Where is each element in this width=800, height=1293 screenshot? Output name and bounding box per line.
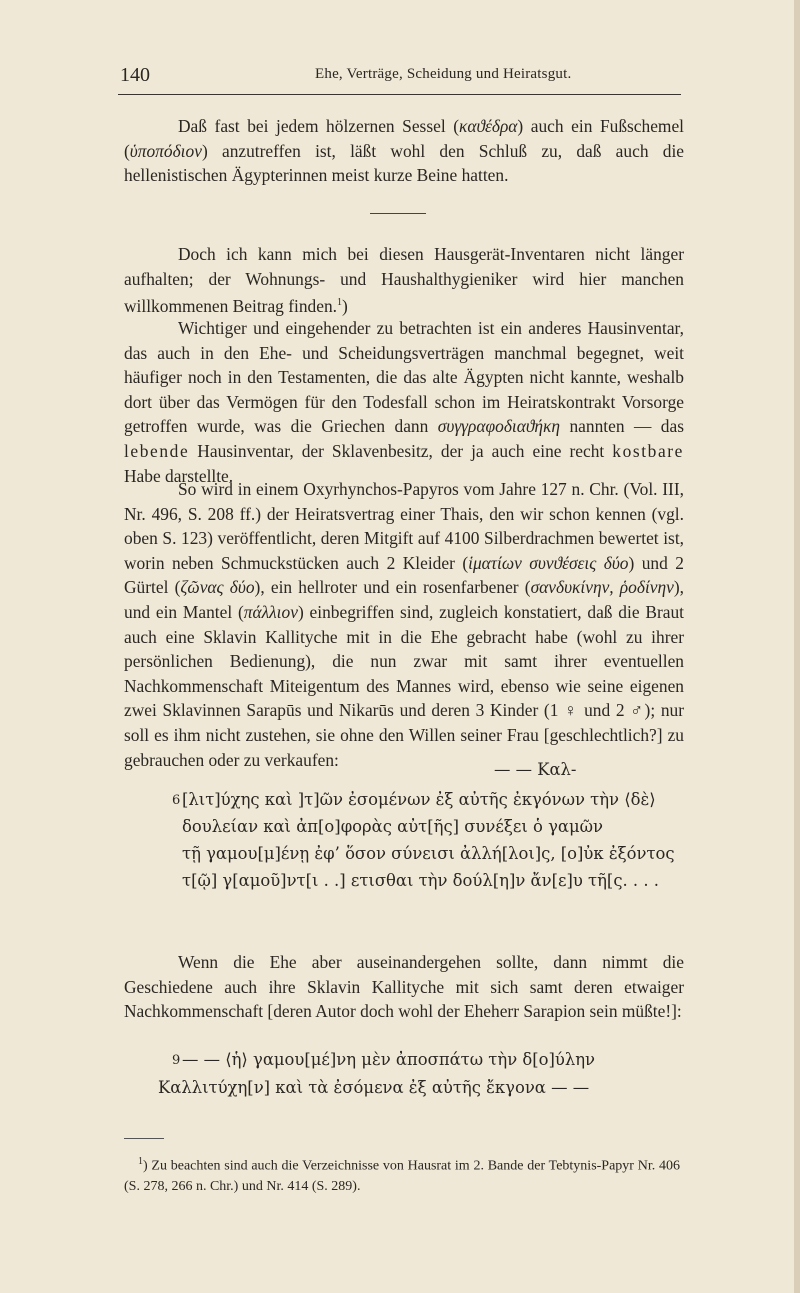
greek-term: ἱματίων συνϑέσεις δύο [468,552,629,573]
text-run: ), und ein Mantel ( [124,577,684,622]
greek-term: ζῶνας δύο [180,577,255,598]
text-run: Habe darstellte. [124,465,234,486]
running-title: Ehe, Verträge, Scheidung und Heiratsgut. [315,66,572,82]
text-run: Doch ich kann mich bei diesen Hausgerät-Inventaren nicht länger aufhalten; der Wohnungs- und Haushalthygieniker wird hier manchen willkommenen Beitrag finden. [124,244,684,316]
footnote-rule [124,1138,164,1139]
line-number: 9 [172,1053,181,1068]
greek-term: ὑποπόδιον [129,140,202,161]
greek-line: — — ⟨ἡ⟩ γαμου[μέ]νη μὲν ἀποσπάτω τὴν δ[ο]ύλην [182,1050,596,1069]
greek-line: [λιτ]ύχης καὶ ]τ]ῶν ἐσομένων ἐξ αὐτῆς ἐκγόνων τὴν ⟨δὲ⟩ [182,790,656,809]
line-number: 6 [172,793,181,808]
text-run: So wird in einem Oxyrhynchos-Papyros vom Jahre 127 n. Chr. (Vol. III, Nr. 496, S. 208 ff.) der Heiratsvertrag einer Thais, den wir schon kennen (vgl. oben S. 123) veröffentlicht, deren Mitgift auf 4100 Silberdrachmen bewertet ist, worin neben Schmuckstücken auch 2 Kleider ( [124,479,684,573]
footnote-marker: 1 [138,1156,143,1167]
paragraph-5 [124,950,684,1024]
running-header [120,64,680,86]
header-rule [118,94,681,95]
greek-line: τῇ γαμου[μ]ένῃ ἐφ’ ὅσον σύνεισι ἀλλή[λοι]ς, [ο]ὐκ ἐξόντος [182,844,675,863]
paragraph-1 [124,114,684,188]
spaced-term: kostbare [612,440,684,461]
page-number: 140 [120,64,150,86]
greek-term: συγγραφοδιαϑήκη [437,416,561,437]
greek-term: καϑέδρα [459,116,518,136]
greek-quotation-2 [124,1050,684,1110]
paragraph-2 [124,242,684,319]
text-run: ) einbegriffen sind, zugleich konstatiert, daß die Braut auch eine Sklavin Kallityche mit in die Ehe gebracht habe (wohl zu ihrer persönlichen Bedienung), die nun zwar mit samt ihrer eventuellen Nachkommenschaft Miteigentum des Mannes wird, ebenso wie seine eigenen zwei Sklavinnen Sarapūs und Nikarūs und deren 3 Kinder (1 ♀ und 2 ♂); nur soll es ihm nicht zustehen, sie ohne den Willen seiner Frau [geschlechtlich?] zu gebrauchen oder zu verkaufen: [124,601,684,770]
text-run: ) anzutreffen ist, läßt wohl den Schluß zu, daß auch die hellenistischen Ägypterinnen meist kurze Beine hatten. [124,140,684,186]
greek-quotation-1 [124,760,684,900]
text-run: ) und 2 Gürtel ( [124,552,684,598]
footnote-text: ) Zu beachten sind auch die Verzeichnisse von Hausrat im 2. Bande der Tebtynis-Papyr Nr. 406 (S. 278, 266 n. Chr.) und Nr. 414 (S. 289). [124,1158,680,1194]
text-run: Wichtiger und eingehender zu betrachten ist ein anderes Hausinventar, das auch in den Ehe- und Scheidungsverträgen manchmal begegnet, weit häufiger noch in den Testamenten, die das alte Ägypten nicht kannte, weshalb dort über das Vermögen für den Todesfall schon im Heiratskontrakt Vorsorge getroffen wurde, was die Griechen dann [124,318,684,437]
text-run: ) [341,295,348,316]
text-run: ) auch ein Fußschemel ( [124,116,685,161]
text-run: Daß fast bei jedem hölzernen Sessel ( [178,116,459,136]
greek-term: πάλλιον [243,601,298,622]
page-edge [794,0,800,1293]
text-run: Wenn die Ehe aber auseinandergehen sollte, dann nimmt die Geschiedene auch ihre Sklavin Kallityche mit sich samt deren etwaiger Nachkommenschaft [deren Autor doch wohl der Eheherr Sarapion sein müßte!]: [124,952,684,1022]
text-run: ), ein hellroter und ein rosenfarbener ( [254,577,531,598]
greek-line: Καλλιτύχη[ν] καὶ τὰ ἐσόμενα ἐξ αὐτῆς ἔκγονα — — [158,1078,590,1097]
paragraph-4 [124,477,684,772]
spaced-term: lebende [124,440,190,461]
text-run: Hausinventar, der Sklavenbesitz, der ja auch eine recht [189,440,613,461]
paragraph-3 [124,316,684,488]
section-separator [370,213,426,214]
footnote [124,1152,680,1197]
greek-line: δουλείαν καὶ ἀπ[ο]φορὰς αὐτ[ῆς] συνέξει ὁ γαμῶν [182,817,603,836]
footnote-marker: 1 [336,297,342,309]
quotation-lead: — — Καλ- [494,760,577,779]
text-run: nannten — das [560,416,684,437]
greek-term: σανδυκίνην, ῥοδίνην [530,577,674,598]
greek-line: τ[ῷ] γ[αμοῦ]ντ[ι . .] ετισθαι τὴν δούλ[η]ν ἄν[ε]υ τῆ[ς. . . . [182,871,659,890]
